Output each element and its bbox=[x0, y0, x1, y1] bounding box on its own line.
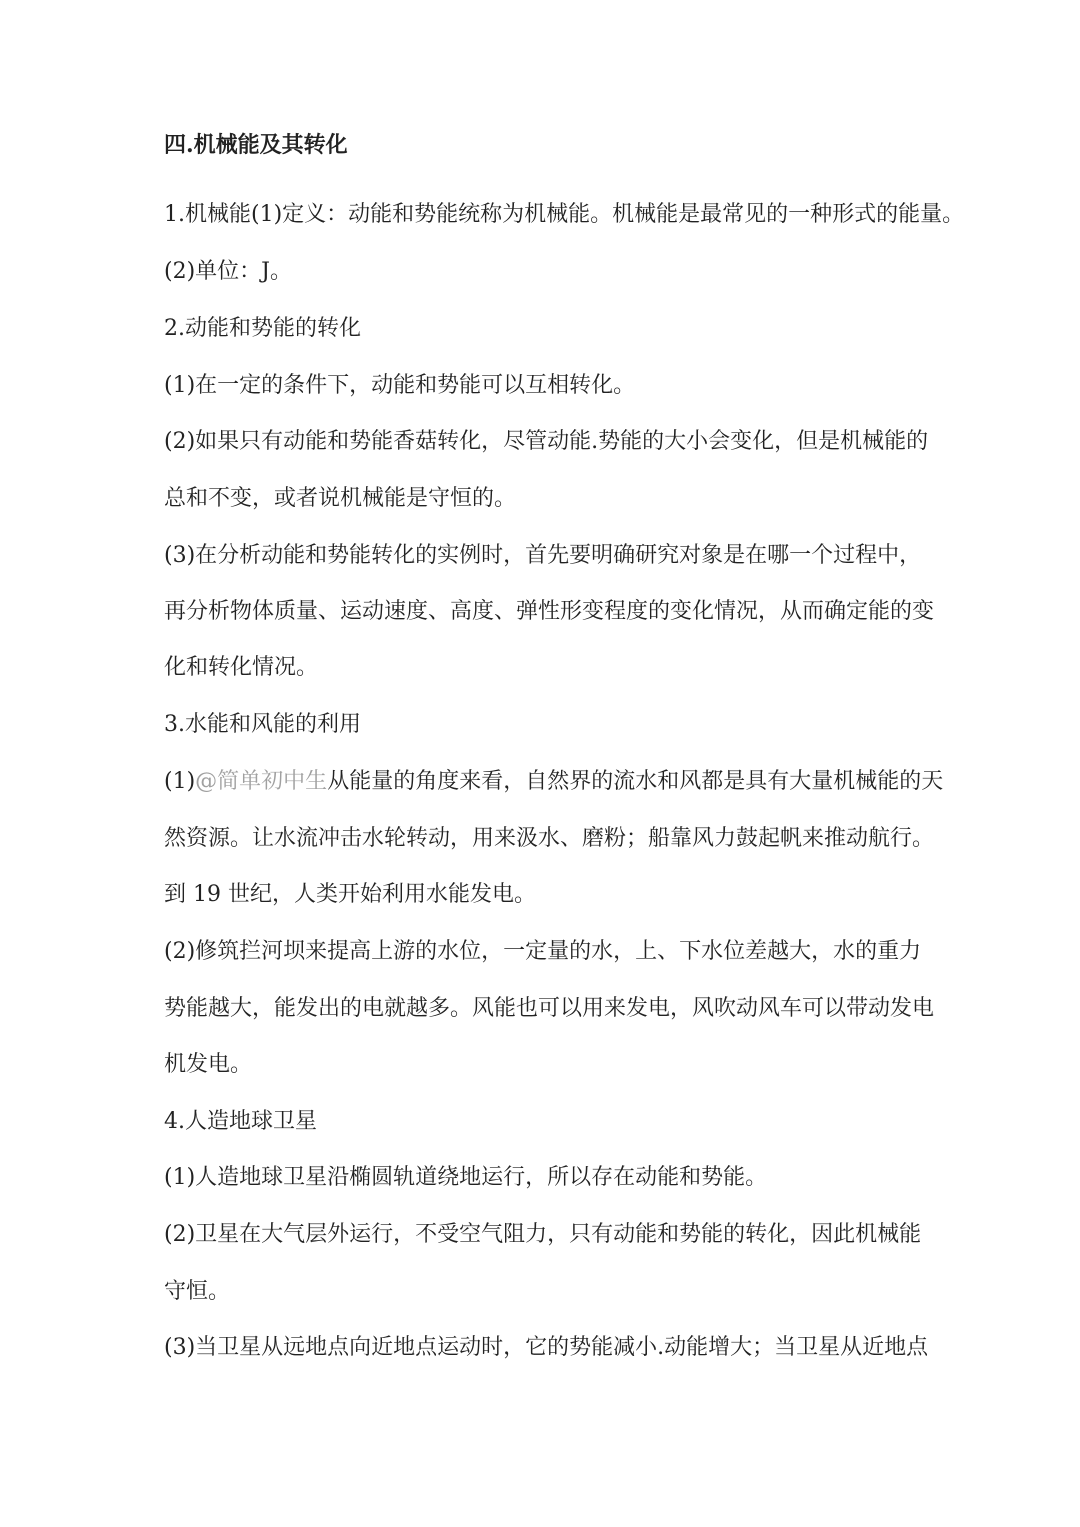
watermark-text: @简单初中生 bbox=[195, 769, 328, 794]
text-content: 从能量的角度来看，自然界的流水和风都是具有大量机械能的天 bbox=[327, 769, 944, 794]
text-prefix: (1) bbox=[164, 769, 196, 794]
text-line: (2)卫星在大气层外运行，不受空气阻力，只有动能和势能的转化，因此机械能 bbox=[164, 1222, 922, 1247]
text-line: 到 19 世纪，人类开始利用水能发电。 bbox=[164, 882, 536, 907]
text-line-with-watermark bbox=[164, 767, 943, 797]
text-line: 4.人造地球卫星 bbox=[164, 1109, 317, 1134]
text-line: 总和不变，或者说机械能是守恒的。 bbox=[164, 486, 517, 511]
text-line: (3)当卫星从远地点向近地点运动时，它的势能减小.动能增大；当卫星从近地点 bbox=[164, 1335, 929, 1360]
text-line: (2)修筑拦河坝来提高上游的水位，一定量的水，上、下水位差越大，水的重力 bbox=[164, 939, 922, 964]
text-line: 3.水能和风能的利用 bbox=[164, 712, 361, 737]
text-line: 1.机械能(1)定义：动能和势能统称为机械能。机械能是最常见的一种形式的能量。 bbox=[164, 202, 965, 227]
section-title: 四.机械能及其转化 bbox=[164, 132, 348, 158]
text-line: (2)如果只有动能和势能香菇转化，尽管动能.势能的大小会变化，但是机械能的 bbox=[164, 429, 929, 454]
text-line: (1)人造地球卫星沿椭圆轨道绕地运行，所以存在动能和势能。 bbox=[164, 1165, 768, 1190]
text-line: (1)在一定的条件下，动能和势能可以互相转化。 bbox=[164, 373, 636, 398]
text-line: 再分析物体质量、运动速度、高度、弹性形变程度的变化情况，从而确定能的变 bbox=[164, 599, 935, 624]
text-line: (3)在分析动能和势能转化的实例时，首先要明确研究对象是在哪一个过程中， bbox=[164, 543, 922, 568]
text-line: 守恒。 bbox=[164, 1279, 231, 1304]
text-line: 势能越大，能发出的电就越多。风能也可以用来发电，风吹动风车可以带动发电 bbox=[164, 996, 935, 1021]
text-line: 然资源。让水流冲击水轮转动，用来汲水、磨粉；船靠风力鼓起帆来推动航行。 bbox=[164, 826, 935, 851]
text-line: 2.动能和势能的转化 bbox=[164, 316, 361, 341]
text-line: (2)单位：J。 bbox=[164, 259, 292, 284]
text-line: 化和转化情况。 bbox=[164, 655, 319, 680]
text-line: 机发电。 bbox=[164, 1052, 253, 1077]
